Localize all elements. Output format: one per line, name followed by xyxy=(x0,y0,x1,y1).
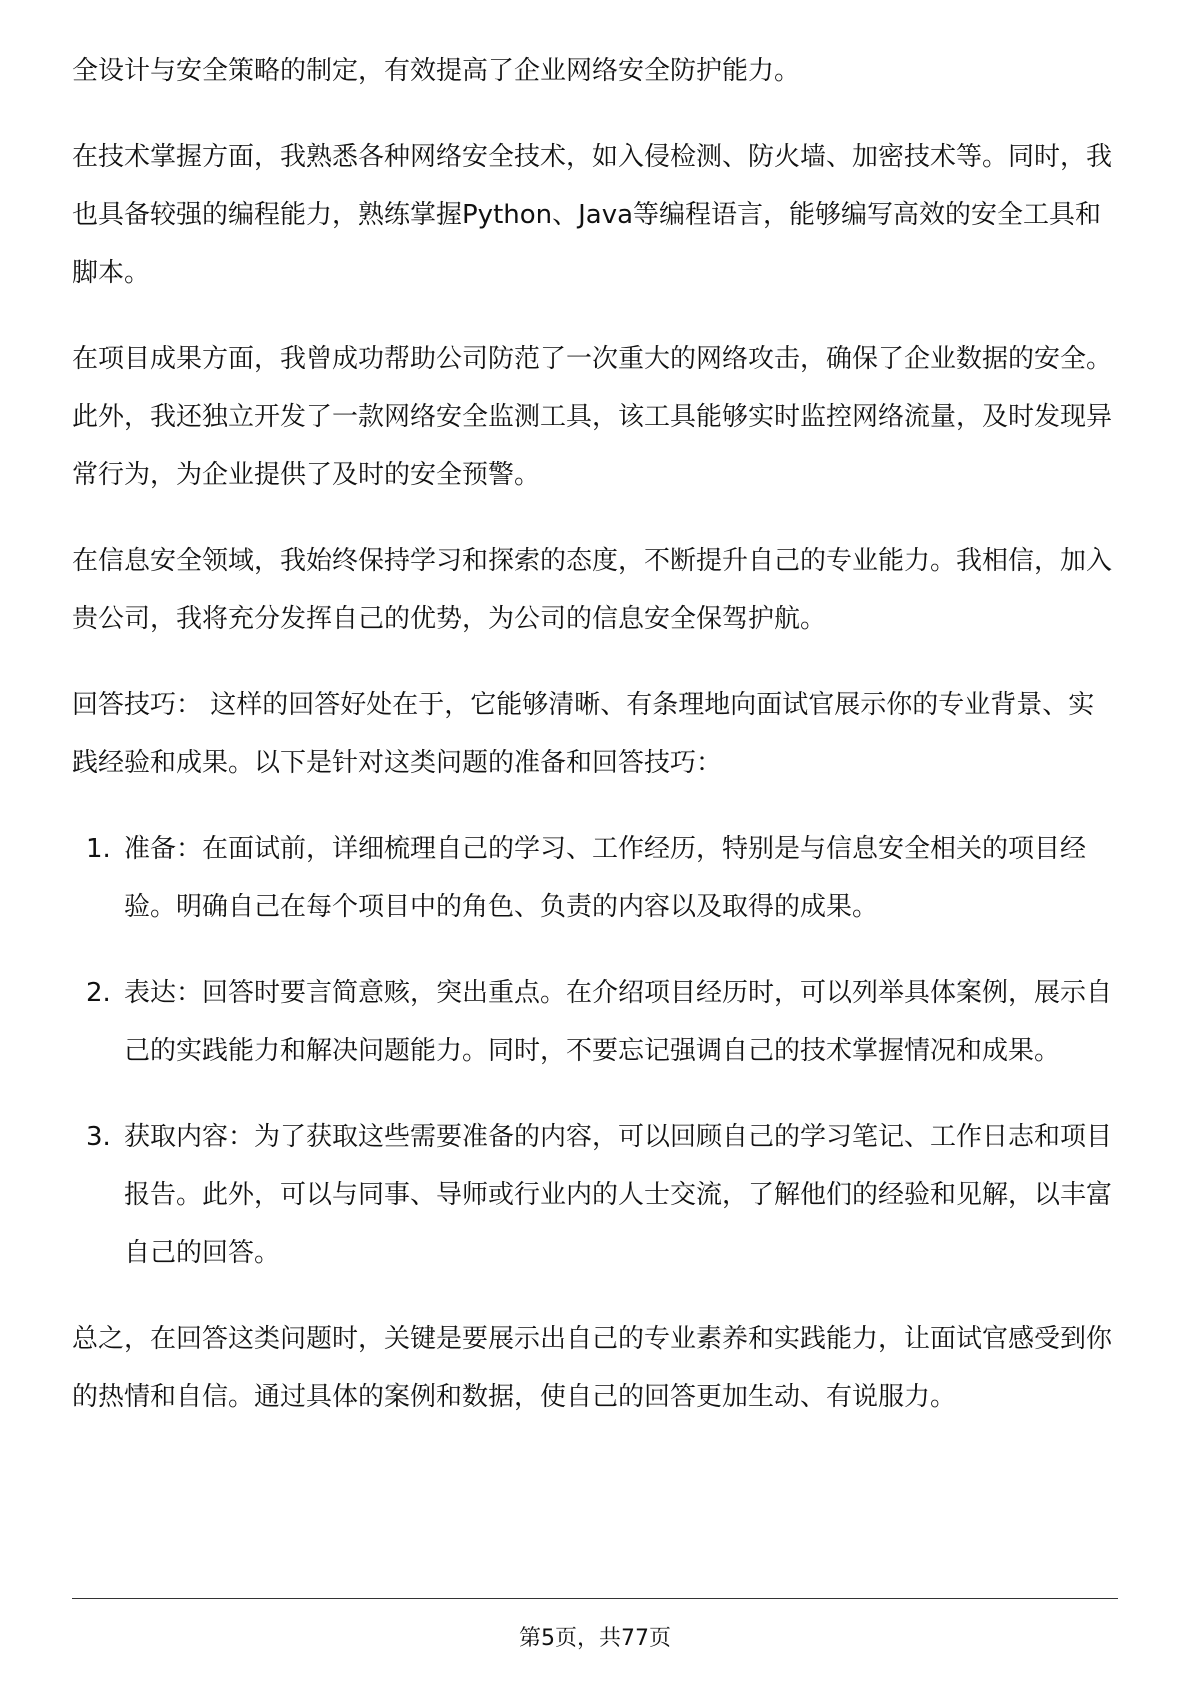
paragraph-answer-tips-intro: 回答技巧： 这样的回答好处在于，它能够清晰、有条理地向面试官展示你的专业背景、实践经验和成果。以下是针对这类问题的准备和回答技巧： xyxy=(72,690,1095,778)
paragraph-security-design: 全设计与安全策略的制定，有效提高了企业网络安全防护能力。 xyxy=(72,56,801,86)
list-item-number: 2. xyxy=(86,978,111,1008)
list-item xyxy=(72,964,1118,1080)
list-item-text: 获取内容：为了获取这些需要准备的内容，可以回顾自己的学习笔记、工作日志和项目报告。此外，可以与同事、导师或行业内的人士交流，了解他们的经验和见解，以丰富自己的回答。 xyxy=(124,1122,1113,1268)
paragraph-conclusion: 总之，在回答这类问题时，关键是要展示出自己的专业素养和实践能力，让面试官感受到你的热情和自信。通过具体的案例和数据，使自己的回答更加生动、有说服力。 xyxy=(72,1324,1113,1412)
page-number: 第5页，共77页 xyxy=(519,1626,671,1651)
page-content xyxy=(72,42,1118,1454)
paragraph-learning-attitude: 在信息安全领域，我始终保持学习和探索的态度，不断提升自己的专业能力。我相信，加入贵公司，我将充分发挥自己的优势，为公司的信息安全保驾护航。 xyxy=(72,546,1113,634)
tips-list xyxy=(72,820,1118,1282)
list-item-number: 3. xyxy=(86,1122,111,1152)
paragraph-technical-skills: 在技术掌握方面，我熟悉各种网络安全技术，如入侵检测、防火墙、加密技术等。同时，我也具备较强的编程能力，熟练掌握Python、Java等编程语言，能够编写高效的安全工具和脚本。 xyxy=(72,142,1113,288)
list-item-text: 表达：回答时要言简意赅，突出重点。在介绍项目经历时，可以列举具体案例，展示自己的实践能力和解决问题能力。同时，不要忘记强调自己的技术掌握情况和成果。 xyxy=(124,978,1113,1066)
list-item xyxy=(72,1108,1118,1282)
list-item-text: 准备：在面试前，详细梳理自己的学习、工作经历，特别是与信息安全相关的项目经验。明确自己在每个项目中的角色、负责的内容以及取得的成果。 xyxy=(124,834,1087,922)
paragraph-project-results: 在项目成果方面，我曾成功帮助公司防范了一次重大的网络攻击，确保了企业数据的安全。此外，我还独立开发了一款网络安全监测工具，该工具能够实时监控网络流量，及时发现异常行为，为企业提供了及时的安全预警。 xyxy=(72,344,1113,490)
list-item-number: 1. xyxy=(86,834,111,864)
list-item xyxy=(72,820,1118,936)
footer-divider xyxy=(72,1598,1118,1599)
